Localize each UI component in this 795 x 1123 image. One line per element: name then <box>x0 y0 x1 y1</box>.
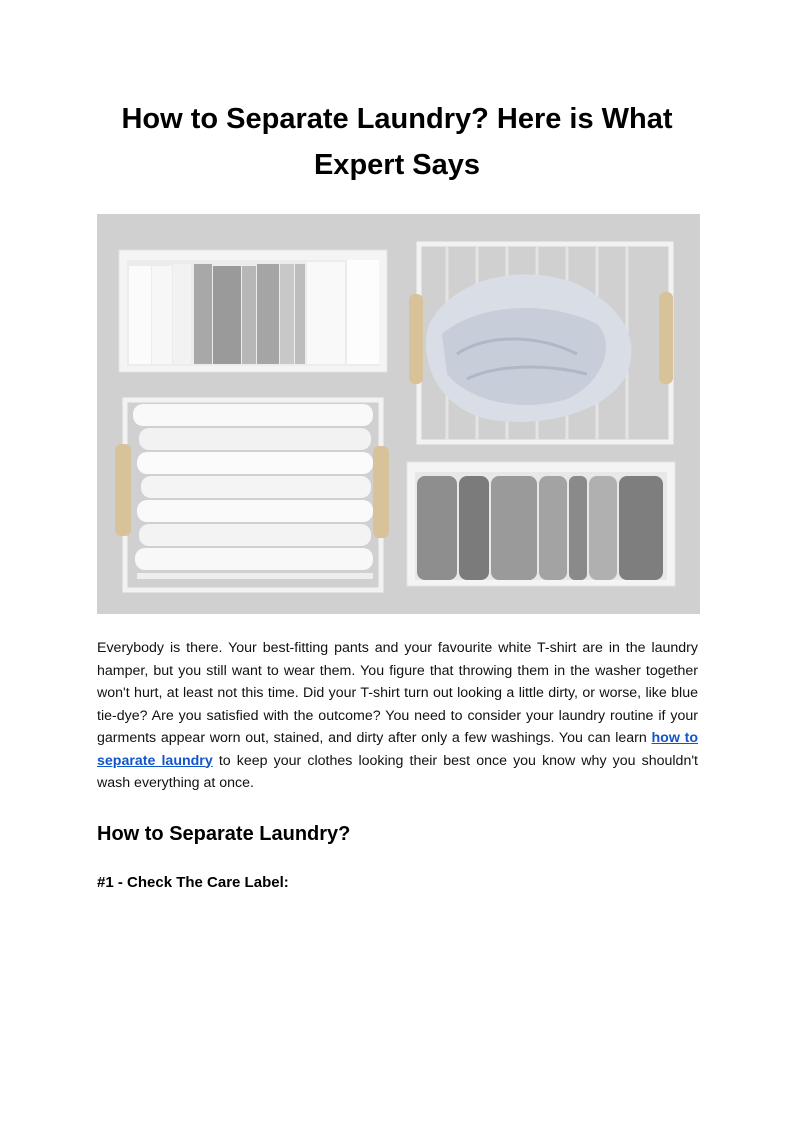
step-1-heading: #1 - Check The Care Label: <box>97 874 289 891</box>
basket-top-left <box>119 250 387 372</box>
basket-bottom-right <box>407 462 675 586</box>
separate-laundry-link[interactable]: how to separate laundry <box>97 730 698 769</box>
intro-text-end: to keep your clothes looking their best once you know why you shouldn't wash everything at once. <box>97 752 698 791</box>
intro-text-start: Everybody is there. Your best-fitting pants and your favourite white T-shirt are in the laundry hamper, but you still want to wear them. You figure that throwing them in the washer together won't hurt, at least not this time. Did your T-shirt turn out looking a little dirty, or worse, like blue tie-dye? Are you satisfied with the outcome? You need to consider your laundry routine if your garments appear worn out, stained, and dirty after only a few washings. You can learn <box>97 640 698 746</box>
intro-paragraph <box>97 637 698 795</box>
hero-photo-laundry-baskets <box>97 214 700 614</box>
page-title: How to Separate Laundry? Here is What Expert Says <box>121 103 673 181</box>
section-heading: How to Separate Laundry? <box>97 823 351 845</box>
basket-bottom-left <box>115 400 389 590</box>
